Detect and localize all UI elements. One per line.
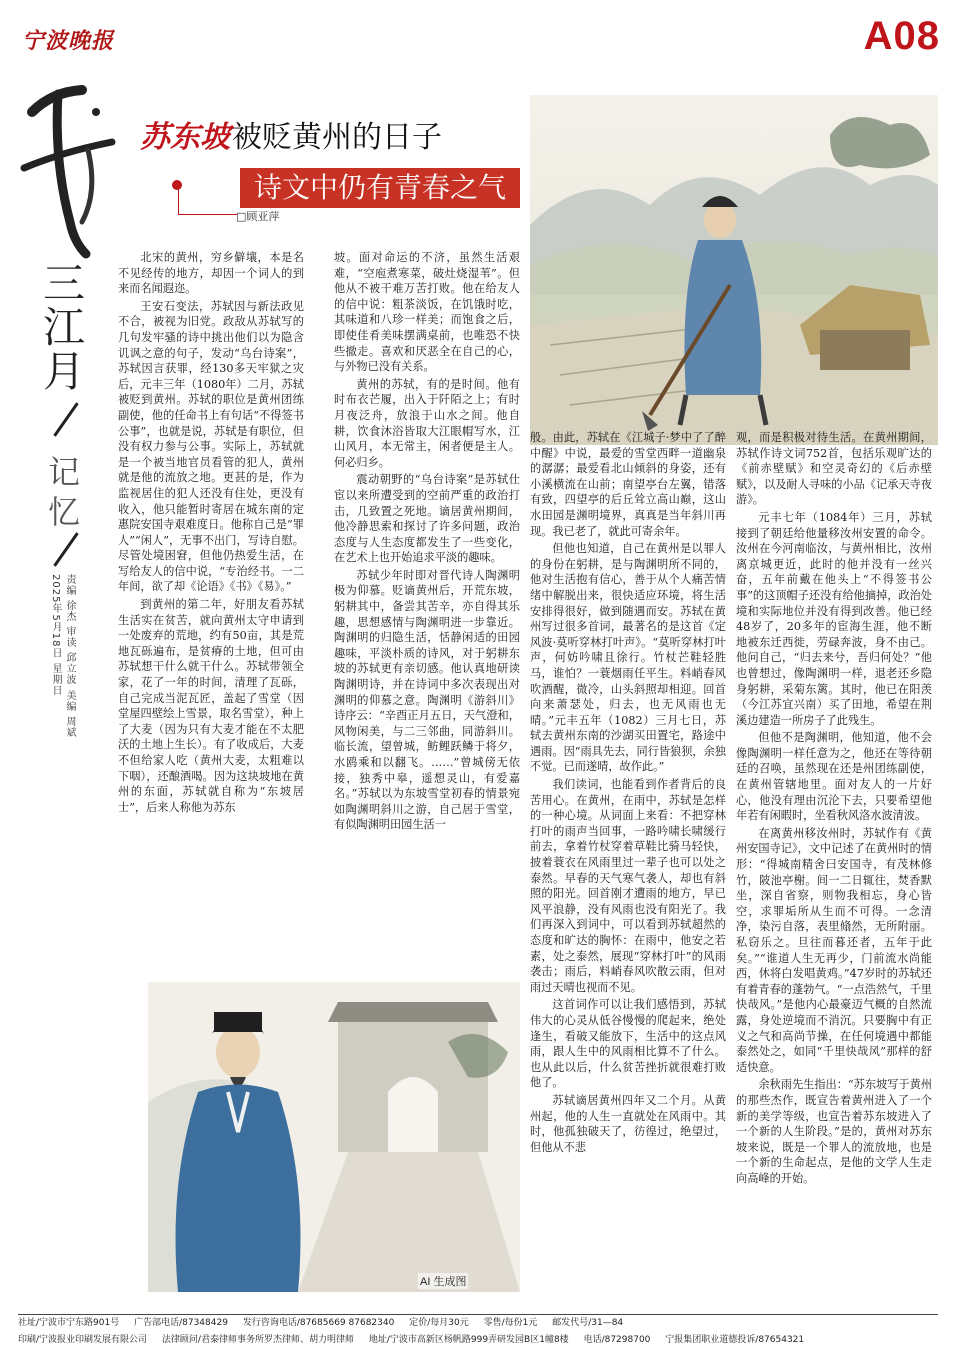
masthead-logo: 宁波晚报 [22, 28, 115, 54]
illustration-scholar-gate [148, 982, 520, 1292]
column-deco-glyph [12, 72, 120, 262]
column-name-char: 三 [42, 259, 85, 308]
footer-item: 地址/宁波市高新区杨帆路999弄研发园B区1幢8楼 [368, 1335, 569, 1345]
paragraph: 余秋雨先生指出：“苏东坡写于黄州的那些杰作，既宣告着黄州进入了一个新的美学等级，也宣告着苏东坡进入了一个新的人生阶段。”是的，黄州对苏东坡来说，既是一个罪人的流放地，也是一个新的生命起点，是他的文学人生走向高峰的开始。 [736, 1078, 932, 1185]
body-column-2 [334, 250, 520, 970]
footer-line-1 [18, 1315, 938, 1332]
column-subname [40, 452, 88, 532]
paragraph: 但他也知道，自己在黄州是以罪人的身份在躬耕，是与陶渊明所不同的，他对生活抱有信心，善于从个人痛苦情绪中解脱出来，很快适应环境，将生活安排得很好，做到随遇而安。苏轼在黄州写过很多首词，最著名的是这首《定风波·莫听穿林打叶声》。“莫听穿林打叶声，何妨吟啸且徐行。竹杖芒鞋轻胜马，谁怕？一蓑烟雨任平生。料峭春风吹酒醒，微冷，山头斜照却相迎。回首向来萧瑟处，归去，也无风雨也无晴。”元丰五年（1082）三月七日，苏轼去黄州东南的沙湖买田置宅，路途中遇雨。因“雨具先去，同行皆狼狈，余独不觉。已而遂晴，故作此。” [530, 542, 726, 774]
illustration-farmer [530, 95, 938, 445]
title-connector [178, 184, 237, 215]
article-subtitle: 诗文中仍有青春之气 [240, 168, 520, 208]
column-name-char: 月 [42, 347, 85, 396]
footer [18, 1314, 938, 1349]
body-column-4 [736, 430, 932, 1300]
column-sub-char: 忆 [47, 493, 80, 531]
paragraph: 观，而是积极对待生活。在黄州期间，苏轼作诗文词752首，包括乐观旷达的《前赤壁赋》和空灵奇幻的《后赤壁赋》，以及耐人寻味的小品《记承天寺夜游》。 [736, 431, 932, 507]
paragraph: 这首词作可以让我们感悟到，苏轼伟大的心灵从低谷慢慢的爬起来，绝处逢生，看破又能放下，生活中的这点风雨，跟人生中的风雨相比算不了什么。也从此以后，什么贫苦挫折就很难打败他了。 [530, 998, 726, 1090]
paragraph: 我们读词，也能看到作者背后的良苦用心。在黄州，在雨中，苏轼是怎样的一种心境。从词面上来看：不把穿林打叶的雨声当回事，一路吟啸长啸缓行前去，拿着竹杖穿着草鞋比骑马轻快，披着蓑衣在风雨里过一辈子也可以处之泰然。早春的天气寒气袭人，却也有斜照的阳光。回首刚才遭雨的地方，早已风平浪静，没有风雨也没有阳光了。我们再深入到词中，可以看到苏轼超然的态度和旷达的胸怀：在雨中，他安之若素，处之泰然，展现“穿林打叶”的风雨袭击；雨后，料峭春风吹散云雨，但对雨过天晴也视而不见。 [530, 778, 726, 994]
footer-line-2 [18, 1332, 938, 1349]
divider-slash [53, 402, 78, 436]
title-highlight: 苏东坡 [140, 120, 230, 155]
footer-item: 邮发代号/31—84 [552, 1318, 624, 1328]
footer-item: 社址/宁波市宁东路901号 [18, 1318, 120, 1328]
paragraph: 但他不是陶渊明，他知道，他不会像陶渊明一样任意为之，他还在等待朝廷的召唤，虽然现在还是州团练副使，在黄州管辖地里。面对友人的一片好心，他没有理由沉沦下去，只要希望他年若有闲暇时，坐看秋风洛水波清波。 [736, 731, 932, 823]
divider-slash [53, 532, 78, 566]
paragraph: 震动朝野的“乌台诗案”是苏轼仕宦以来所遭受到的空前严重的政治打击，几致置之死地。谪居黄州期间，他冷静思索和探讨了许多问题，政治态度与人生态度都发生了一些变化，在艺术上也开始追求平淡的趣味。 [334, 473, 520, 565]
meta-editor: 责编 徐杰 [64, 574, 75, 623]
meta-designer: 美编 周斌 [64, 689, 75, 738]
paragraph: 苏轼少年时即对晋代诗人陶渊明极为仰慕。贬谪黄州后，开荒东坡，躬耕其中，备尝其苦辛，亦自得其乐趣，思想感情与陶渊明进一步靠近。陶渊明的归隐生活，恬静闲适的田园趣味，平淡朴质的诗风，对于躬耕东坡的苏轼更有亲切感。他认真地研读陶渊明诗，并在诗词中多次表现出对渊明的仰慕之意。陶渊明《游斜川》诗序云：“辛酉正月五日，天气澄和，风物闲美，与二三邻曲，同游斜川。临长流，望曾城，鲂鲤跃鳞于将夕，水鸥乘和以翻飞。……”曾城傍无依接，独秀中皋，遥想灵山，有爱嘉名。”苏轼以为东坡雪堂初春的情景宛如陶渊明斜川之游，自己居于雪堂，有似陶渊明田园生活一 [334, 568, 520, 832]
paragraph: 元丰七年（1084年）三月，苏轼接到了朝廷给他量移汝州安置的命令。汝州在今河南临汝，与黄州相比，汝州离京城更近，此时的他并没有一丝兴奋，五年前戴在他头上“不得签书公事”的这顶帽子还没有给他摘掉，政治处境和实际地位并没有得到改善。他已经48岁了，20多年的宦海生涯，他不断地被东迁西徙，劳碌奔波，身不由己。他问自己，“归去来兮，吾归何处？”他也曾想过，像陶渊明一样，退老还乡隐身躬耕，采菊东篱。其时，他已在阳羡（今江苏宜兴南）买了田地，希望在荆溪边建造一所房子了此残生。 [736, 510, 932, 727]
page-number: A08 [863, 14, 940, 58]
meta-date: 2025年5月18日 [50, 574, 61, 659]
footer-item: 广告部电话/87348429 [134, 1318, 228, 1328]
footer-item: 发行咨询电话/87685669 87682340 [242, 1318, 395, 1328]
paragraph: 王安石变法，苏轼因与新法政见不合，被视为旧党。政敌从苏轼写的几句发牢骚的诗中挑出他们以为隐含讥讽之意的句子，发动“乌台诗案”，苏轼因言获罪，经130多天牢狱之灾后，元丰三年（1080年）二月，苏轼被贬到黄州。苏轼的职位是黄州团练副使，他的任命书上有句话“不得签书公事”，也就是说，苏轼是有职位，但没有权力参与公事。实际上，苏轼就是一个被当地官员看管的犯人，黄州就是他的流放之地。更甚的是，作为监视居住的犯人还没有住处，更没有收入，他只能暂时寄居在城东南的定惠院安国寺艰难度日。他称自己是“罪人”“闲人”，无事不出门，写诗自慰。尽管处境困窘，但他仍热爱生活，在写给友人的信中说，“专治经书。一二年间，欲了却《论语》《书》《易》。” [118, 299, 304, 594]
paragraph: 黄州的苏轼，有的是时间。他有时布衣芒履，出入于阡陌之上；有时月夜泛舟，放浪于山水之间。他自耕，饮食沐浴皆取大江眼帽写水，江山风月，本无常主，闲者便是主人。何必归乡。 [334, 377, 520, 469]
paragraph: 苏轼谪居黄州四年又二个月。从黄州起，他的人生一直就处在风雨中。其时，他孤独破天了，彷徨过，绝望过，但他从不悲 [530, 1093, 726, 1154]
footer-item: 法律顾问/君泰律师事务所罗杰律师、胡力明律师 [161, 1335, 354, 1345]
footer-item: 零售/每份1元 [483, 1318, 538, 1328]
meta-weekday: 星期日 [50, 662, 61, 696]
paragraph: 坡。面对命运的不济，虽然生活艰难，“空庖煮寒菜，破灶烧湿苇”。但他从不被干难万苦打败。他在给友人的信中说：粗茶淡饭，在饥饿时吃，其味道和八珍一样美；而饱食之后，即使佳肴美味摆满桌前，也唯恐不快些撤走。喜欢和厌恶全在自己的心，与外物已没有关系。 [334, 251, 520, 374]
editor-meta [48, 574, 76, 744]
column-sub-char: 记 [47, 453, 80, 491]
paragraph: 般。由此，苏轼在《江城子·梦中了了醉中醒》中说，最爱的雪堂西畔一道幽泉的潺潺；最爱看北山倾斜的身姿，还有小溪横流在山前；南望亭台左翼，错落有致，四望亭的后丘耸立高山巅，这山水田园是渊明境界，真真是当年斜川再现。我已老了，就此可寄余年。 [530, 431, 726, 538]
article-title [140, 118, 442, 158]
paragraph: 北宋的黄州，穷乡僻壤，本是名不见经传的地方，却因一个词人的到来而名闻遐迩。 [118, 251, 304, 296]
column-name-char: 江 [42, 303, 85, 352]
paragraph: 到黄州的第二年，好朋友看苏轼生活实在贫苦，就向黄州太守申请到一处废弃的荒地，约有50亩，其是荒地瓦砾遍布，是贫瘠的土地，但可由苏轼想干什么就干什么。苏轼带领全家，花了一年的时间，清理了瓦砾，自己完成当泥瓦匠，盖起了雪堂（因堂屋四壁绘上雪景，取名雪堂），种上了大麦（因为只有大麦才能在不太肥沃的土地上生长）。有了收成后，大麦不但给家人吃（黄州大麦，太粗难以下咽），还酿酒喝。因为这块坡地在黄州的东面，苏轼就自称为“东坡居士”，后来人称他为苏东 [118, 598, 304, 814]
paragraph: 在离黄州移汝州时，苏轼作有《黄州安国寺记》，文中记述了在黄州时的情形：“得城南精舍曰安国寺，有茂林修竹，陂池亭榭。间一二日辄往，焚香默坐，深自省察，则物我相忘，身心皆空，求罪垢所从生而不可得。一念清净，染污自落，表里翛然，无所附丽。私窃乐之。旦往而暮还者，五年于此矣。”“谁道人生无再少，门前流水尚能西，休将白发唱黄鸡。”47岁时的苏轼还有着青春的蓬勃气。“一点浩然气，千里快哉风。”是他内心最豪迈气概的自然流露，身处逆境而不消沉。只要胸中有正义之气和高尚节操，在任何境遇中都能泰然处之，如同“千里快哉风”那样的舒适快意。 [736, 826, 932, 1074]
column-name [40, 259, 88, 396]
footer-item: 电话/87298700 [583, 1335, 651, 1345]
byline: □顾亚萍 [236, 210, 280, 223]
footer-item: 宁报集团职业道德投诉/87654321 [665, 1335, 805, 1345]
image-caption: AI 生成图 [418, 1273, 468, 1289]
title-rest: 被贬黄州的日子 [232, 120, 442, 155]
body-column-3 [530, 430, 726, 1246]
footer-item: 印刷/宁波报业印刷发展有限公司 [18, 1335, 148, 1345]
footer-item: 定价/每月30元 [409, 1318, 469, 1328]
meta-reviewer: 审读 邱立波 [64, 626, 75, 686]
